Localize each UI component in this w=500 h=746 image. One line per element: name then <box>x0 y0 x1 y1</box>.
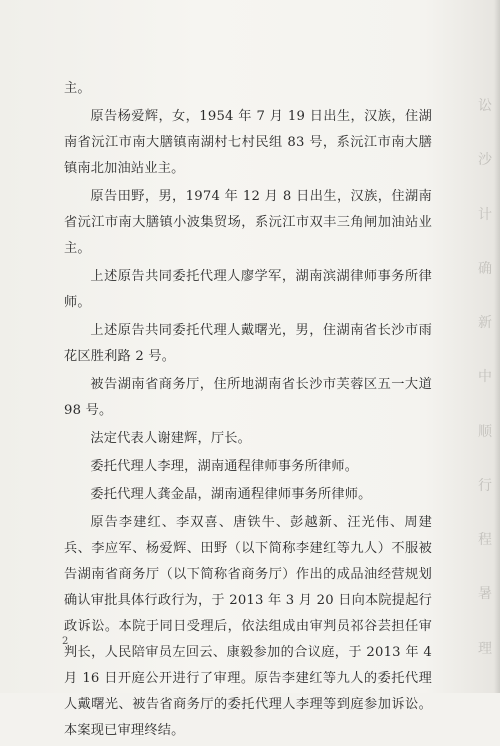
paragraph-1: 主。 <box>64 81 91 96</box>
bleed-char: 行 <box>478 477 492 494</box>
paragraph-4: 上述原告共同委托代理人廖学军，湖南滨湖律师事务所律师。 <box>64 269 432 310</box>
paragraph-10: 原告李建红、李双喜、唐铁牛、彭越新、汪光伟、周建兵、李应军、杨爱辉、田野（以下简称李建红等九人）不服被告湖南省商务厅（以下简称省商务厅）作出的成品油经营规划确认审批具体行政行为，于 2013 年 3 月 20 日向本院提起行政诉讼。本院于同日受理后，依法组成由审判员祁谷芸担任审判长，人民陪审员左回云、康毅参加的合议庭，于 2013 年 4 月 16 日开庭公开进行了审理。原告李建红等九人的委托代理人戴曙光、被告省商务厅的委托代理人李理等到庭参加诉讼。本案现已审理终结。 <box>64 515 432 738</box>
paragraph-2: 原告杨爱辉，女，1954 年 7 月 19 日出生，汉族，住湖南省沅江市南大膳镇南湖村七村民组 83 号，系沅江市南大膳镇南北加油站业主。 <box>64 109 432 176</box>
bleed-char: 理 <box>478 640 492 657</box>
bleed-char: 新 <box>478 315 492 332</box>
paragraph-6: 被告湖南省商务厅，住所地湖南省长沙市芙蓉区五一大道 98 号。 <box>64 377 432 418</box>
bleed-char: 中 <box>478 369 492 386</box>
page-edge-shadow <box>494 0 500 693</box>
paragraph-5: 上述原告共同委托代理人戴曙光，男，住湖南省长沙市雨花区胜利路 2 号。 <box>64 323 432 364</box>
paragraph-8: 委托代理人李理，湖南通程律师事务所律师。 <box>90 459 359 474</box>
bleed-char: 确 <box>478 260 492 277</box>
bleed-char: 程 <box>478 532 492 549</box>
bleed-through-column <box>474 0 496 693</box>
page-number: 2 <box>62 636 69 647</box>
bleed-char: 顺 <box>478 423 492 440</box>
document-body <box>64 76 432 746</box>
bleed-char: 讼 <box>478 98 492 114</box>
bleed-char: 计 <box>478 206 492 223</box>
bleed-char: 沙 <box>478 152 492 169</box>
paragraph-7: 法定代表人谢建辉，厅长。 <box>90 431 252 446</box>
paragraph-9: 委托代理人龚金晶，湖南通程律师事务所律师。 <box>90 487 372 502</box>
bleed-char: 暑 <box>478 586 492 603</box>
paragraph-3: 原告田野，男，1974 年 12 月 8 日出生，汉族，住湖南省沅江市南大膳镇小波集贸场，系沅江市双丰三角闸加油站业主。 <box>64 189 432 256</box>
